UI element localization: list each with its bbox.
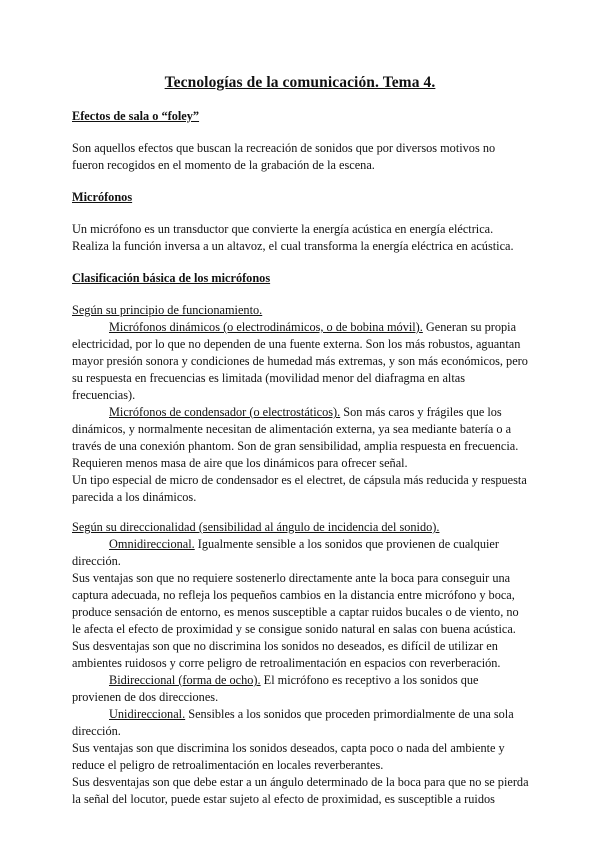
text-condensador: Son más caros y frágiles que los dinámicos, y normalmente necesitan de alimentación externa, ya sea mediante batería o a través de una conexión phantom. Son de gran sensibilidad, amplia respuesta en frecuencia. Requieren menos masa de aire que los dinámicos para ofrecer señal.: [72, 405, 519, 470]
text-dinamicos: Generan su propia electricidad, por lo que no dependen de una fuente externa. Son los más robustos, aguantan mayor presión sonora y condiciones de humedad más extremas, y son más económicos, pero su respuesta en frecuencias es limitada (movilidad menor del diafragma en altas frecuencias).: [72, 320, 528, 402]
paragraph-electret: Un tipo especial de micro de condensador es el electret, de cápsula más reducida y respuesta parecida a los dinámicos.: [72, 473, 527, 504]
text-unidireccional: Sensibles a los sonidos que proceden primordialmente de una sola dirección.: [72, 707, 514, 738]
document-title: Tecnologías de la comunicación. Tema 4.: [164, 74, 436, 91]
paragraph-foley: Son aquellos efectos que buscan la recreación de sonidos que por diversos motivos no fueron recogidos en el momento de la grabación de la escena.: [72, 141, 496, 172]
label-bidireccional: Bidireccional (forma de ocho).: [109, 673, 261, 687]
paragraph-omnidireccional: [72, 536, 530, 570]
subheading-direccionalidad: Según su direccionalidad (sensibilidad al ángulo de incidencia del sonido).: [72, 520, 440, 534]
paragraph-condensador: [72, 404, 530, 472]
text-bidireccional: El micrófono es receptivo a los sonidos que provienen de dos direcciones.: [72, 673, 479, 704]
paragraph-omni-ventajas: Sus ventajas son que no requiere sostenerlo directamente ante la boca para conseguir una captura adecuada, no refleja los pequeños cambios en la distancia entre micrófono y boca, produce sensación de entorno, es menos susceptible a captar ruidos bucales o de viento, no le afecta el efecto de proximidad y se consigue sonido natural en salas con buena acústica.: [72, 571, 519, 636]
paragraph-dinamicos: [72, 319, 530, 404]
document-body: [72, 108, 530, 808]
label-dinamicos: Micrófonos dinámicos (o electrodinámicos, o de bobina móvil).: [109, 320, 423, 334]
text-omnidireccional: Igualmente sensible a los sonidos que provienen de cualquier dirección.: [72, 537, 499, 568]
paragraph-bidireccional: [72, 672, 530, 706]
paragraph-omni-desventajas: Sus desventajas son que no discrimina los sonidos no deseados, es difícil de utilizar en ambientes ruidosos y corre peligro de retroalimentación en espacios con reverberación.: [72, 639, 501, 670]
heading-foley: Efectos de sala o “foley”: [72, 109, 200, 123]
subheading-funcionamiento: Según su principio de funcionamiento.: [72, 303, 263, 317]
paragraph-uni-desventajas: Sus desventajas son que debe estar a un ángulo determinado de la boca para que no se pierda la señal del locutor, puede estar sujeto al efecto de proximidad, es susceptible a ruidos: [72, 775, 529, 806]
label-condensador: Micrófonos de condensador (o electrostáticos).: [109, 405, 341, 419]
label-omnidireccional: Omnidireccional.: [109, 537, 195, 551]
heading-clasificacion: Clasificación básica de los micrófonos: [72, 271, 271, 285]
paragraph-uni-ventajas: Sus ventajas son que discrimina los sonidos deseados, capta poco o nada del ambiente y reduce el peligro de retroalimentación en locales reverberantes.: [72, 741, 505, 772]
paragraph-unidireccional: [72, 706, 530, 740]
paragraph-microfonos: Un micrófono es un transductor que convierte la energía acústica en energía eléctrica. Realiza la función inversa a un altavoz, el cual transforma la energía eléctrica en acústica.: [72, 222, 514, 253]
heading-microfonos: Micrófonos: [72, 190, 133, 204]
label-unidireccional: Unidireccional.: [109, 707, 186, 721]
